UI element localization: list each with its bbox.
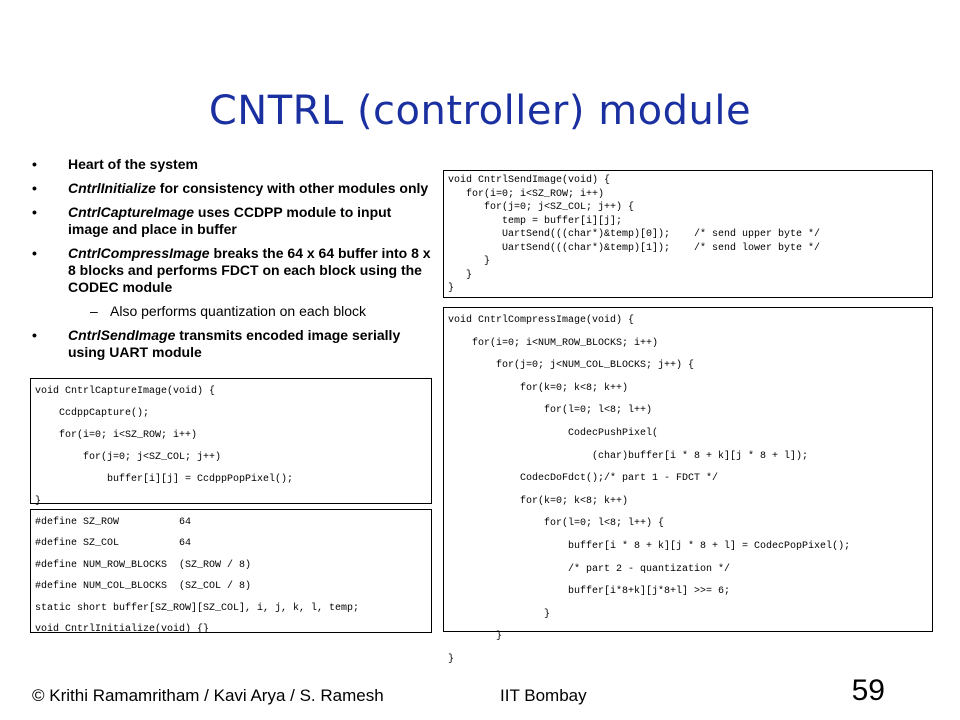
bullet-text: uses CCDPP module to input image and place in buffer bbox=[68, 204, 392, 237]
bullet-cntrl-send-image bbox=[32, 327, 432, 361]
code-line: for(k=0; k<8; k++) bbox=[448, 382, 629, 394]
code-line: } bbox=[35, 496, 42, 507]
code-line: /* part 2 - quantization */ bbox=[448, 563, 731, 575]
code-line: void CntrlInitialize(void) {} bbox=[35, 624, 210, 636]
code-line: for(i=0; i<SZ_ROW; i++) bbox=[35, 430, 198, 441]
bullet-function-name: CntrlCaptureImage bbox=[68, 204, 195, 220]
code-line: UartSend(((char*)&temp)[0]); /* send upper byte */ bbox=[448, 229, 821, 240]
code-line: void CntrlCaptureImage(void) { bbox=[35, 386, 216, 397]
code-line: #define SZ_ROW 64 bbox=[35, 517, 192, 528]
bullet-text: breaks the 64 x 64 buffer into 8 x 8 blocks and performs FDCT on each block using the CODEC module bbox=[68, 245, 431, 295]
bullet-list bbox=[32, 156, 432, 368]
code-line: temp = buffer[i][j]; bbox=[448, 215, 623, 227]
code-line: (char)buffer[i * 8 + k][j * 8 + l]); bbox=[448, 450, 809, 462]
code-line: for(j=0; j<NUM_COL_BLOCKS; j++) { bbox=[448, 360, 695, 372]
bullet-marker: • bbox=[32, 204, 37, 220]
code-line: #define NUM_ROW_BLOCKS (SZ_ROW / 8) bbox=[35, 559, 252, 571]
code-line: for(j=0; j<SZ_COL; j++) bbox=[35, 452, 222, 463]
code-line: void CntrlCompressImage(void) { bbox=[448, 315, 635, 326]
code-box-compress-image bbox=[443, 307, 933, 665]
code-line: } bbox=[448, 631, 503, 643]
code-line: #define NUM_COL_BLOCKS (SZ_COL / 8) bbox=[35, 581, 252, 593]
code-line: } bbox=[448, 283, 455, 294]
code-line: static short buffer[SZ_ROW][SZ_COL], i, j, k, l, temp; bbox=[35, 602, 360, 614]
bullet-marker: • bbox=[32, 245, 37, 261]
code-line: buffer[i*8+k][j*8+l] >>= 6; bbox=[448, 586, 731, 598]
bullet-text: Heart of the system bbox=[68, 156, 198, 172]
code-line: for(k=0; k<8; k++) bbox=[448, 495, 629, 507]
page-number: 59 bbox=[851, 674, 885, 707]
bullet-function-name: CntrlInitialize bbox=[68, 180, 156, 196]
sub-bullet-marker: – bbox=[90, 303, 98, 319]
bullet-text: for consistency with other modules only bbox=[155, 180, 429, 196]
code-line: } bbox=[448, 269, 473, 281]
code-line: CcdppCapture(); bbox=[35, 408, 150, 419]
bullet-text: transmits encoded image serially using UART module bbox=[68, 327, 401, 360]
code-line: UartSend(((char*)&temp)[1]); /* send lower byte */ bbox=[448, 242, 821, 254]
bullet-marker: • bbox=[32, 156, 37, 172]
bullet-heart-of-system bbox=[32, 156, 432, 173]
code-box-send-image bbox=[443, 170, 933, 298]
bullet-function-name: CntrlSendImage bbox=[68, 327, 176, 343]
code-box-defines bbox=[30, 509, 432, 636]
code-line: } bbox=[448, 256, 491, 267]
code-line: buffer[i * 8 + k][j * 8 + l] = CodecPopPixel(); bbox=[448, 540, 851, 552]
bullet-cntrl-compress-image bbox=[32, 245, 432, 296]
code-line: buffer[i][j] = CcdppPopPixel(); bbox=[35, 474, 294, 485]
code-line: } bbox=[448, 653, 455, 665]
footer-authors: © Krithi Ramamritham / Kavi Arya / S. Ramesh bbox=[32, 686, 384, 705]
slide-title: CNTRL (controller) module bbox=[208, 88, 752, 134]
code-line: for(l=0; l<8; l++) { bbox=[448, 518, 665, 530]
bullet-cntrl-initialize bbox=[32, 180, 432, 197]
sub-bullet-text: Also performs quantization on each block bbox=[110, 303, 367, 319]
code-box-capture-image bbox=[30, 378, 432, 507]
code-line: #define SZ_COL 64 bbox=[35, 538, 192, 550]
code-line: for(i=0; i<SZ_ROW; i++) bbox=[448, 188, 605, 200]
footer-institution: IIT Bombay bbox=[500, 686, 587, 705]
bullet-marker: • bbox=[32, 327, 37, 343]
code-line: CodecDoFdct();/* part 1 - FDCT */ bbox=[448, 473, 719, 485]
code-line: } bbox=[448, 608, 551, 620]
bullet-cntrl-capture-image bbox=[32, 204, 432, 238]
sub-bullet-quantization bbox=[32, 303, 432, 320]
code-line: for(l=0; l<8; l++) bbox=[448, 405, 653, 417]
code-line: CodecPushPixel( bbox=[448, 427, 659, 439]
code-line: for(j=0; j<SZ_COL; j++) { bbox=[448, 202, 635, 213]
bullet-function-name: CntrlCompressImage bbox=[68, 245, 210, 261]
code-line: for(i=0; i<NUM_ROW_BLOCKS; i++) bbox=[448, 337, 659, 349]
bullet-marker: • bbox=[32, 180, 37, 196]
code-line: void CntrlSendImage(void) { bbox=[448, 175, 611, 186]
